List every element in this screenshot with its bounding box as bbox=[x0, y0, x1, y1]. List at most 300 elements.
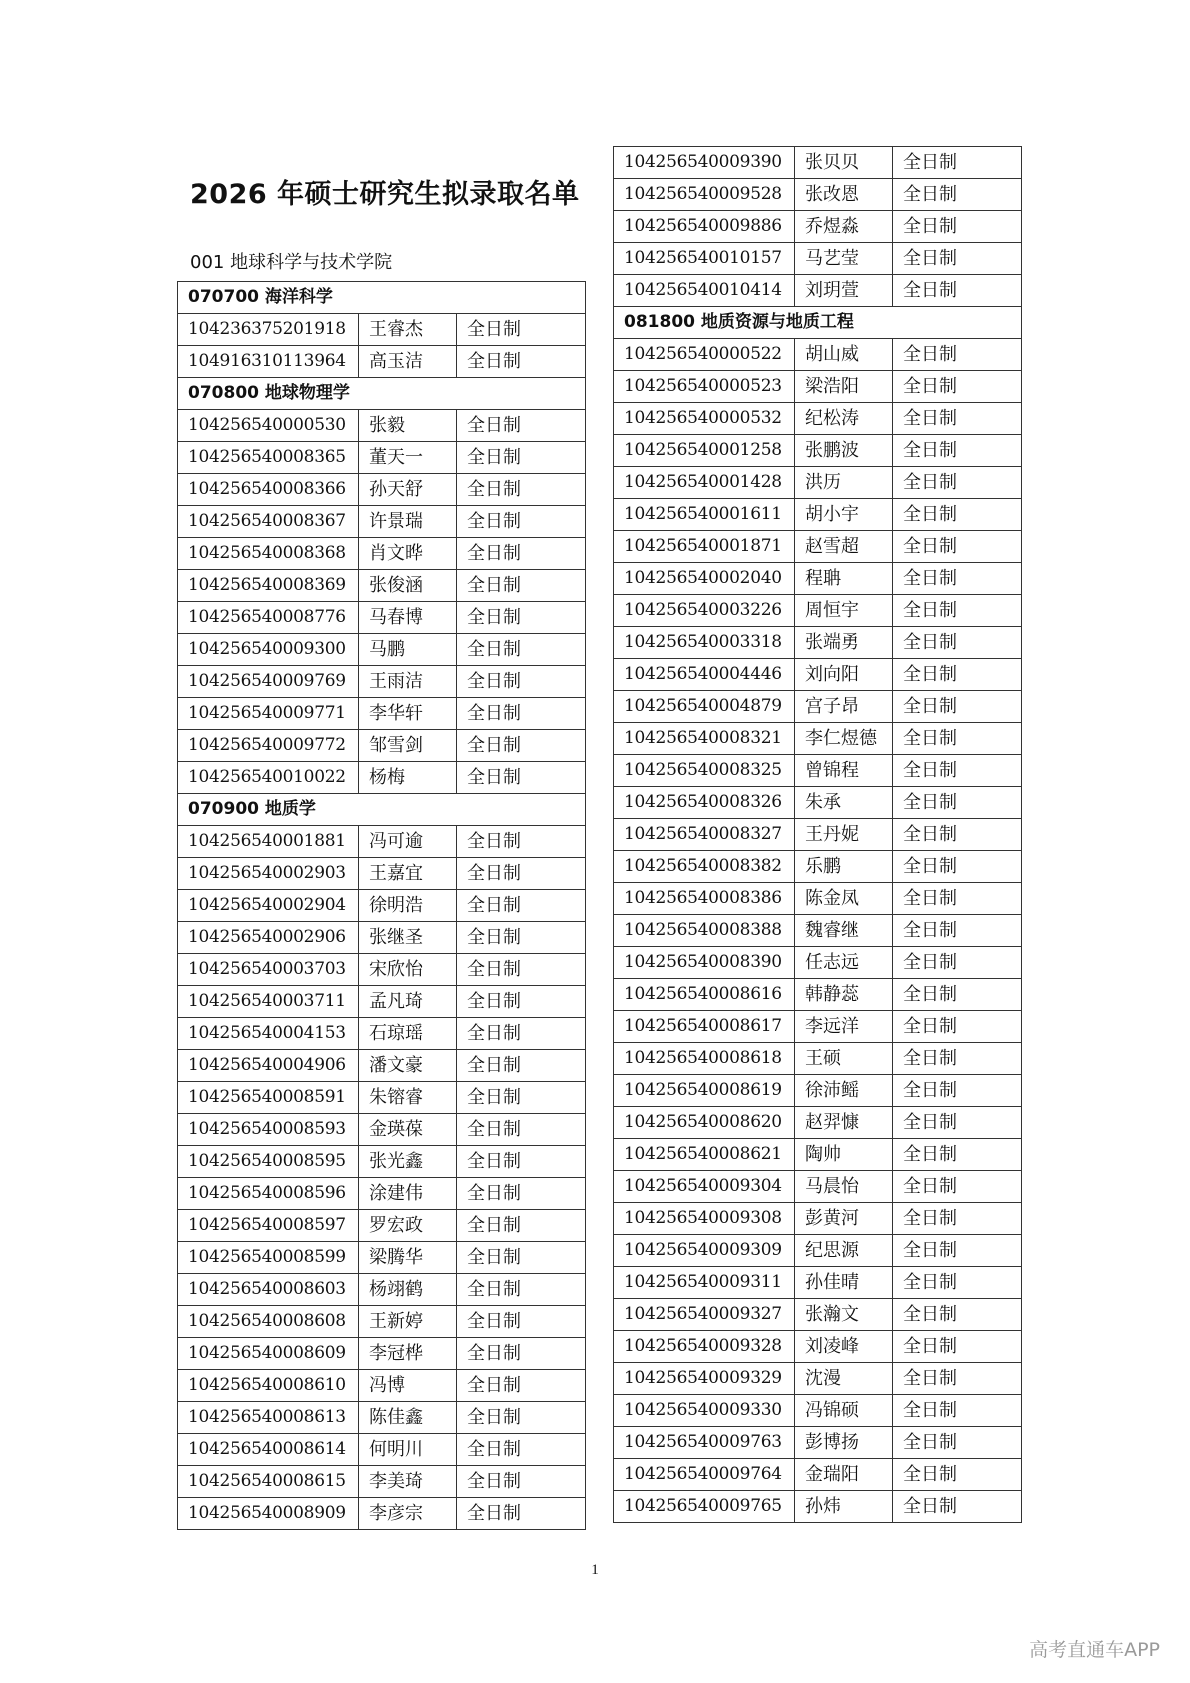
study-mode-cell: 全日制 bbox=[893, 403, 1022, 435]
student-row bbox=[614, 1363, 1022, 1395]
candidate-id-cell: 104256540002040 bbox=[614, 563, 795, 595]
student-row bbox=[614, 819, 1022, 851]
candidate-id-cell: 104256540008326 bbox=[614, 787, 795, 819]
candidate-id-cell: 104256540008909 bbox=[178, 1498, 359, 1530]
student-name-cell: 朱镕睿 bbox=[359, 1082, 457, 1114]
student-row bbox=[614, 787, 1022, 819]
candidate-id-cell: 104256540009329 bbox=[614, 1363, 795, 1395]
student-name-cell: 马晨怡 bbox=[795, 1171, 893, 1203]
student-name-cell: 金瑛葆 bbox=[359, 1114, 457, 1146]
student-name-cell: 冯博 bbox=[359, 1370, 457, 1402]
student-row bbox=[178, 1306, 586, 1338]
study-mode-cell: 全日制 bbox=[893, 211, 1022, 243]
study-mode-cell: 全日制 bbox=[893, 947, 1022, 979]
student-row bbox=[178, 1402, 586, 1434]
study-mode-cell: 全日制 bbox=[457, 474, 586, 506]
study-mode-cell: 全日制 bbox=[457, 442, 586, 474]
student-row bbox=[178, 1370, 586, 1402]
student-name-cell: 刘凌峰 bbox=[795, 1331, 893, 1363]
study-mode-cell: 全日制 bbox=[457, 346, 586, 378]
student-row bbox=[178, 1274, 586, 1306]
candidate-id-cell: 104256540008388 bbox=[614, 915, 795, 947]
student-name-cell: 沈漫 bbox=[795, 1363, 893, 1395]
student-name-cell: 赵羿慷 bbox=[795, 1107, 893, 1139]
candidate-id-cell: 104256540008325 bbox=[614, 755, 795, 787]
student-name-cell: 曾锦程 bbox=[795, 755, 893, 787]
study-mode-cell: 全日制 bbox=[457, 1050, 586, 1082]
student-name-cell: 徐沛鳐 bbox=[795, 1075, 893, 1107]
student-row bbox=[614, 595, 1022, 627]
student-name-cell: 李彦宗 bbox=[359, 1498, 457, 1530]
student-name-cell: 宫子昂 bbox=[795, 691, 893, 723]
candidate-id-cell: 104256540009330 bbox=[614, 1395, 795, 1427]
candidate-id-cell: 104256540008365 bbox=[178, 442, 359, 474]
student-name-cell: 何明川 bbox=[359, 1434, 457, 1466]
student-name-cell: 宋欣怡 bbox=[359, 954, 457, 986]
student-name-cell: 刘玥萱 bbox=[795, 275, 893, 307]
study-mode-cell: 全日制 bbox=[893, 243, 1022, 275]
student-name-cell: 彭博扬 bbox=[795, 1427, 893, 1459]
study-mode-cell: 全日制 bbox=[457, 602, 586, 634]
candidate-id-cell: 104256540008368 bbox=[178, 538, 359, 570]
student-row bbox=[614, 1427, 1022, 1459]
student-name-cell: 石琼瑶 bbox=[359, 1018, 457, 1050]
student-row bbox=[178, 666, 586, 698]
study-mode-cell: 全日制 bbox=[457, 826, 586, 858]
student-row bbox=[614, 467, 1022, 499]
candidate-id-cell: 104256540009771 bbox=[178, 698, 359, 730]
candidate-id-cell: 104256540000530 bbox=[178, 410, 359, 442]
candidate-id-cell: 104256540009328 bbox=[614, 1331, 795, 1363]
student-name-cell: 董天一 bbox=[359, 442, 457, 474]
student-row bbox=[178, 1050, 586, 1082]
candidate-id-cell: 104256540002903 bbox=[178, 858, 359, 890]
student-name-cell: 张俊涵 bbox=[359, 570, 457, 602]
student-name-cell: 孙天舒 bbox=[359, 474, 457, 506]
candidate-id-cell: 104256540001881 bbox=[178, 826, 359, 858]
candidate-id-cell: 104256540008599 bbox=[178, 1242, 359, 1274]
study-mode-cell: 全日制 bbox=[457, 986, 586, 1018]
study-mode-cell: 全日制 bbox=[893, 595, 1022, 627]
student-row bbox=[178, 634, 586, 666]
major-heading-row bbox=[178, 794, 586, 826]
study-mode-cell: 全日制 bbox=[457, 634, 586, 666]
study-mode-cell: 全日制 bbox=[457, 506, 586, 538]
candidate-id-cell: 104256540008327 bbox=[614, 819, 795, 851]
candidate-id-cell: 104256540009390 bbox=[614, 147, 795, 179]
student-name-cell: 张贝贝 bbox=[795, 147, 893, 179]
student-row bbox=[614, 1491, 1022, 1523]
candidate-id-cell: 104256540008595 bbox=[178, 1146, 359, 1178]
study-mode-cell: 全日制 bbox=[893, 691, 1022, 723]
student-row bbox=[178, 314, 586, 346]
study-mode-cell: 全日制 bbox=[457, 1018, 586, 1050]
student-name-cell: 徐明浩 bbox=[359, 890, 457, 922]
candidate-id-cell: 104256540004153 bbox=[178, 1018, 359, 1050]
study-mode-cell: 全日制 bbox=[893, 1395, 1022, 1427]
student-name-cell: 李冠桦 bbox=[359, 1338, 457, 1370]
student-row bbox=[178, 922, 586, 954]
study-mode-cell: 全日制 bbox=[457, 538, 586, 570]
candidate-id-cell: 104256540008620 bbox=[614, 1107, 795, 1139]
student-row bbox=[614, 1075, 1022, 1107]
student-row bbox=[614, 1299, 1022, 1331]
candidate-id-cell: 104236375201918 bbox=[178, 314, 359, 346]
study-mode-cell: 全日制 bbox=[457, 1114, 586, 1146]
study-mode-cell: 全日制 bbox=[457, 922, 586, 954]
candidate-id-cell: 104256540004879 bbox=[614, 691, 795, 723]
student-name-cell: 王硕 bbox=[795, 1043, 893, 1075]
student-row bbox=[178, 1178, 586, 1210]
study-mode-cell: 全日制 bbox=[457, 1178, 586, 1210]
student-name-cell: 李华轩 bbox=[359, 698, 457, 730]
student-row bbox=[614, 339, 1022, 371]
major-heading-row bbox=[178, 282, 586, 314]
candidate-id-cell: 104256540008593 bbox=[178, 1114, 359, 1146]
student-name-cell: 张改恩 bbox=[795, 179, 893, 211]
student-row bbox=[178, 1146, 586, 1178]
admission-table-left bbox=[177, 281, 586, 1530]
student-row bbox=[614, 147, 1022, 179]
candidate-id-cell: 104256540008321 bbox=[614, 723, 795, 755]
candidate-id-cell: 104256540009886 bbox=[614, 211, 795, 243]
student-name-cell: 任志远 bbox=[795, 947, 893, 979]
candidate-id-cell: 104256540008621 bbox=[614, 1139, 795, 1171]
study-mode-cell: 全日制 bbox=[893, 1459, 1022, 1491]
student-row bbox=[614, 243, 1022, 275]
candidate-id-cell: 104256540008608 bbox=[178, 1306, 359, 1338]
candidate-id-cell: 104256540001611 bbox=[614, 499, 795, 531]
study-mode-cell: 全日制 bbox=[893, 1043, 1022, 1075]
major-heading-row bbox=[614, 307, 1022, 339]
candidate-id-cell: 104256540002906 bbox=[178, 922, 359, 954]
candidate-id-cell: 104256540003711 bbox=[178, 986, 359, 1018]
student-row bbox=[178, 858, 586, 890]
candidate-id-cell: 104256540008596 bbox=[178, 1178, 359, 1210]
student-row bbox=[614, 627, 1022, 659]
study-mode-cell: 全日制 bbox=[457, 1306, 586, 1338]
student-name-cell: 纪松涛 bbox=[795, 403, 893, 435]
study-mode-cell: 全日制 bbox=[457, 410, 586, 442]
major-label: 081800 地质资源与地质工程 bbox=[614, 307, 1022, 339]
candidate-id-cell: 104256540010414 bbox=[614, 275, 795, 307]
student-name-cell: 金瑞阳 bbox=[795, 1459, 893, 1491]
candidate-id-cell: 104256540008610 bbox=[178, 1370, 359, 1402]
candidate-id-cell: 104256540008616 bbox=[614, 979, 795, 1011]
student-row bbox=[614, 1331, 1022, 1363]
student-name-cell: 洪历 bbox=[795, 467, 893, 499]
study-mode-cell: 全日制 bbox=[893, 1171, 1022, 1203]
study-mode-cell: 全日制 bbox=[893, 1075, 1022, 1107]
student-row bbox=[614, 1459, 1022, 1491]
student-name-cell: 王嘉宜 bbox=[359, 858, 457, 890]
candidate-id-cell: 104256540004906 bbox=[178, 1050, 359, 1082]
candidate-id-cell: 104256540009528 bbox=[614, 179, 795, 211]
student-row bbox=[614, 435, 1022, 467]
student-row bbox=[614, 1011, 1022, 1043]
student-row bbox=[178, 1338, 586, 1370]
student-name-cell: 杨翊鹤 bbox=[359, 1274, 457, 1306]
student-row bbox=[178, 474, 586, 506]
student-row bbox=[614, 1171, 1022, 1203]
document-title: 2026 年硕士研究生拟录取名单 bbox=[190, 179, 580, 210]
study-mode-cell: 全日制 bbox=[893, 755, 1022, 787]
student-name-cell: 高玉洁 bbox=[359, 346, 457, 378]
student-row bbox=[178, 410, 586, 442]
study-mode-cell: 全日制 bbox=[457, 666, 586, 698]
student-name-cell: 张端勇 bbox=[795, 627, 893, 659]
student-name-cell: 王丹妮 bbox=[795, 819, 893, 851]
student-name-cell: 朱承 bbox=[795, 787, 893, 819]
study-mode-cell: 全日制 bbox=[893, 979, 1022, 1011]
candidate-id-cell: 104256540009765 bbox=[614, 1491, 795, 1523]
candidate-id-cell: 104256540009309 bbox=[614, 1235, 795, 1267]
candidate-id-cell: 104256540001258 bbox=[614, 435, 795, 467]
student-name-cell: 梁浩阳 bbox=[795, 371, 893, 403]
student-name-cell: 张瀚文 bbox=[795, 1299, 893, 1331]
study-mode-cell: 全日制 bbox=[893, 531, 1022, 563]
study-mode-cell: 全日制 bbox=[457, 1434, 586, 1466]
candidate-id-cell: 104916310113964 bbox=[178, 346, 359, 378]
student-row bbox=[614, 403, 1022, 435]
candidate-id-cell: 104256540003226 bbox=[614, 595, 795, 627]
student-name-cell: 张毅 bbox=[359, 410, 457, 442]
study-mode-cell: 全日制 bbox=[457, 1210, 586, 1242]
student-row bbox=[178, 538, 586, 570]
student-row bbox=[178, 698, 586, 730]
college-heading: 001 地球科学与技术学院 bbox=[190, 252, 393, 273]
student-row bbox=[178, 1082, 586, 1114]
study-mode-cell: 全日制 bbox=[457, 1466, 586, 1498]
student-row bbox=[178, 1018, 586, 1050]
study-mode-cell: 全日制 bbox=[457, 1402, 586, 1434]
student-name-cell: 李美琦 bbox=[359, 1466, 457, 1498]
student-name-cell: 李仁煜德 bbox=[795, 723, 893, 755]
student-row bbox=[614, 947, 1022, 979]
student-row bbox=[614, 275, 1022, 307]
student-row bbox=[178, 1242, 586, 1274]
student-name-cell: 程聃 bbox=[795, 563, 893, 595]
candidate-id-cell: 104256540009764 bbox=[614, 1459, 795, 1491]
student-row bbox=[614, 371, 1022, 403]
student-name-cell: 韩静蕊 bbox=[795, 979, 893, 1011]
candidate-id-cell: 104256540003318 bbox=[614, 627, 795, 659]
study-mode-cell: 全日制 bbox=[893, 275, 1022, 307]
candidate-id-cell: 104256540009327 bbox=[614, 1299, 795, 1331]
student-row bbox=[614, 1395, 1022, 1427]
study-mode-cell: 全日制 bbox=[457, 1338, 586, 1370]
student-row bbox=[614, 1107, 1022, 1139]
study-mode-cell: 全日制 bbox=[893, 179, 1022, 211]
candidate-id-cell: 104256540008603 bbox=[178, 1274, 359, 1306]
student-row bbox=[178, 986, 586, 1018]
student-name-cell: 马春博 bbox=[359, 602, 457, 634]
student-name-cell: 彭黄河 bbox=[795, 1203, 893, 1235]
candidate-id-cell: 104256540009769 bbox=[178, 666, 359, 698]
student-row bbox=[614, 979, 1022, 1011]
student-row bbox=[614, 531, 1022, 563]
candidate-id-cell: 104256540008618 bbox=[614, 1043, 795, 1075]
student-row bbox=[614, 1203, 1022, 1235]
student-name-cell: 孙炜 bbox=[795, 1491, 893, 1523]
student-name-cell: 陈佳鑫 bbox=[359, 1402, 457, 1434]
study-mode-cell: 全日制 bbox=[893, 435, 1022, 467]
student-row bbox=[178, 346, 586, 378]
candidate-id-cell: 104256540008614 bbox=[178, 1434, 359, 1466]
candidate-id-cell: 104256540001871 bbox=[614, 531, 795, 563]
candidate-id-cell: 104256540003703 bbox=[178, 954, 359, 986]
student-name-cell: 冯锦硕 bbox=[795, 1395, 893, 1427]
study-mode-cell: 全日制 bbox=[893, 371, 1022, 403]
candidate-id-cell: 104256540008609 bbox=[178, 1338, 359, 1370]
candidate-id-cell: 104256540000522 bbox=[614, 339, 795, 371]
student-row bbox=[178, 1434, 586, 1466]
candidate-id-cell: 104256540008597 bbox=[178, 1210, 359, 1242]
student-row bbox=[614, 211, 1022, 243]
candidate-id-cell: 104256540008367 bbox=[178, 506, 359, 538]
candidate-id-cell: 104256540009763 bbox=[614, 1427, 795, 1459]
study-mode-cell: 全日制 bbox=[457, 1274, 586, 1306]
student-name-cell: 陶帅 bbox=[795, 1139, 893, 1171]
page-number: 1 bbox=[591, 1562, 599, 1578]
student-row bbox=[178, 1114, 586, 1146]
student-row bbox=[614, 851, 1022, 883]
candidate-id-cell: 104256540010022 bbox=[178, 762, 359, 794]
study-mode-cell: 全日制 bbox=[893, 339, 1022, 371]
study-mode-cell: 全日制 bbox=[893, 915, 1022, 947]
student-name-cell: 李远洋 bbox=[795, 1011, 893, 1043]
student-name-cell: 魏睿继 bbox=[795, 915, 893, 947]
study-mode-cell: 全日制 bbox=[893, 1107, 1022, 1139]
candidate-id-cell: 104256540008386 bbox=[614, 883, 795, 915]
student-name-cell: 王新婷 bbox=[359, 1306, 457, 1338]
study-mode-cell: 全日制 bbox=[893, 819, 1022, 851]
candidate-id-cell: 104256540008382 bbox=[614, 851, 795, 883]
study-mode-cell: 全日制 bbox=[893, 787, 1022, 819]
watermark: 高考直通车APP bbox=[1029, 1639, 1160, 1661]
candidate-id-cell: 104256540009300 bbox=[178, 634, 359, 666]
study-mode-cell: 全日制 bbox=[893, 1299, 1022, 1331]
student-row bbox=[614, 563, 1022, 595]
student-name-cell: 乐鹏 bbox=[795, 851, 893, 883]
study-mode-cell: 全日制 bbox=[893, 1267, 1022, 1299]
student-row bbox=[178, 1466, 586, 1498]
study-mode-cell: 全日制 bbox=[893, 563, 1022, 595]
student-name-cell: 肖文晔 bbox=[359, 538, 457, 570]
study-mode-cell: 全日制 bbox=[893, 1203, 1022, 1235]
study-mode-cell: 全日制 bbox=[457, 858, 586, 890]
study-mode-cell: 全日制 bbox=[893, 1011, 1022, 1043]
student-name-cell: 张光鑫 bbox=[359, 1146, 457, 1178]
candidate-id-cell: 104256540008619 bbox=[614, 1075, 795, 1107]
student-name-cell: 冯可逾 bbox=[359, 826, 457, 858]
student-row bbox=[614, 499, 1022, 531]
study-mode-cell: 全日制 bbox=[457, 1242, 586, 1274]
student-row bbox=[614, 1267, 1022, 1299]
candidate-id-cell: 104256540009772 bbox=[178, 730, 359, 762]
student-name-cell: 马鹏 bbox=[359, 634, 457, 666]
study-mode-cell: 全日制 bbox=[457, 314, 586, 346]
candidate-id-cell: 104256540009304 bbox=[614, 1171, 795, 1203]
student-name-cell: 胡山威 bbox=[795, 339, 893, 371]
candidate-id-cell: 104256540010157 bbox=[614, 243, 795, 275]
student-row bbox=[614, 659, 1022, 691]
student-row bbox=[178, 602, 586, 634]
student-row bbox=[614, 1235, 1022, 1267]
student-name-cell: 乔煜淼 bbox=[795, 211, 893, 243]
student-name-cell: 张鹏波 bbox=[795, 435, 893, 467]
student-name-cell: 马艺莹 bbox=[795, 243, 893, 275]
study-mode-cell: 全日制 bbox=[457, 1498, 586, 1530]
candidate-id-cell: 104256540000532 bbox=[614, 403, 795, 435]
major-label: 070700 海洋科学 bbox=[178, 282, 586, 314]
student-name-cell: 赵雪超 bbox=[795, 531, 893, 563]
study-mode-cell: 全日制 bbox=[893, 499, 1022, 531]
student-row bbox=[178, 954, 586, 986]
student-row bbox=[178, 506, 586, 538]
study-mode-cell: 全日制 bbox=[457, 698, 586, 730]
student-name-cell: 胡小宇 bbox=[795, 499, 893, 531]
student-name-cell: 周恒宇 bbox=[795, 595, 893, 627]
study-mode-cell: 全日制 bbox=[457, 890, 586, 922]
student-row bbox=[178, 1210, 586, 1242]
major-label: 070800 地球物理学 bbox=[178, 378, 586, 410]
study-mode-cell: 全日制 bbox=[893, 1491, 1022, 1523]
student-name-cell: 张继圣 bbox=[359, 922, 457, 954]
student-row bbox=[614, 179, 1022, 211]
study-mode-cell: 全日制 bbox=[893, 723, 1022, 755]
student-name-cell: 刘向阳 bbox=[795, 659, 893, 691]
study-mode-cell: 全日制 bbox=[457, 1370, 586, 1402]
candidate-id-cell: 104256540008390 bbox=[614, 947, 795, 979]
study-mode-cell: 全日制 bbox=[457, 762, 586, 794]
candidate-id-cell: 104256540008366 bbox=[178, 474, 359, 506]
study-mode-cell: 全日制 bbox=[893, 659, 1022, 691]
student-name-cell: 罗宏政 bbox=[359, 1210, 457, 1242]
study-mode-cell: 全日制 bbox=[893, 1139, 1022, 1171]
candidate-id-cell: 104256540008776 bbox=[178, 602, 359, 634]
candidate-id-cell: 104256540004446 bbox=[614, 659, 795, 691]
student-name-cell: 王雨洁 bbox=[359, 666, 457, 698]
candidate-id-cell: 104256540000523 bbox=[614, 371, 795, 403]
candidate-id-cell: 104256540009308 bbox=[614, 1203, 795, 1235]
study-mode-cell: 全日制 bbox=[893, 627, 1022, 659]
student-row bbox=[614, 1043, 1022, 1075]
candidate-id-cell: 104256540008369 bbox=[178, 570, 359, 602]
candidate-id-cell: 104256540008591 bbox=[178, 1082, 359, 1114]
student-name-cell: 涂建伟 bbox=[359, 1178, 457, 1210]
study-mode-cell: 全日制 bbox=[893, 1363, 1022, 1395]
admission-table-right bbox=[613, 146, 1022, 1523]
study-mode-cell: 全日制 bbox=[893, 1331, 1022, 1363]
candidate-id-cell: 104256540008613 bbox=[178, 1402, 359, 1434]
candidate-id-cell: 104256540009311 bbox=[614, 1267, 795, 1299]
student-name-cell: 孙佳晴 bbox=[795, 1267, 893, 1299]
student-row bbox=[178, 826, 586, 858]
student-row bbox=[614, 723, 1022, 755]
student-row bbox=[178, 762, 586, 794]
study-mode-cell: 全日制 bbox=[457, 570, 586, 602]
candidate-id-cell: 104256540002904 bbox=[178, 890, 359, 922]
student-name-cell: 纪思源 bbox=[795, 1235, 893, 1267]
study-mode-cell: 全日制 bbox=[457, 1146, 586, 1178]
student-row bbox=[178, 1498, 586, 1530]
study-mode-cell: 全日制 bbox=[893, 1235, 1022, 1267]
student-row bbox=[178, 890, 586, 922]
study-mode-cell: 全日制 bbox=[893, 851, 1022, 883]
student-name-cell: 潘文豪 bbox=[359, 1050, 457, 1082]
student-name-cell: 梁腾华 bbox=[359, 1242, 457, 1274]
